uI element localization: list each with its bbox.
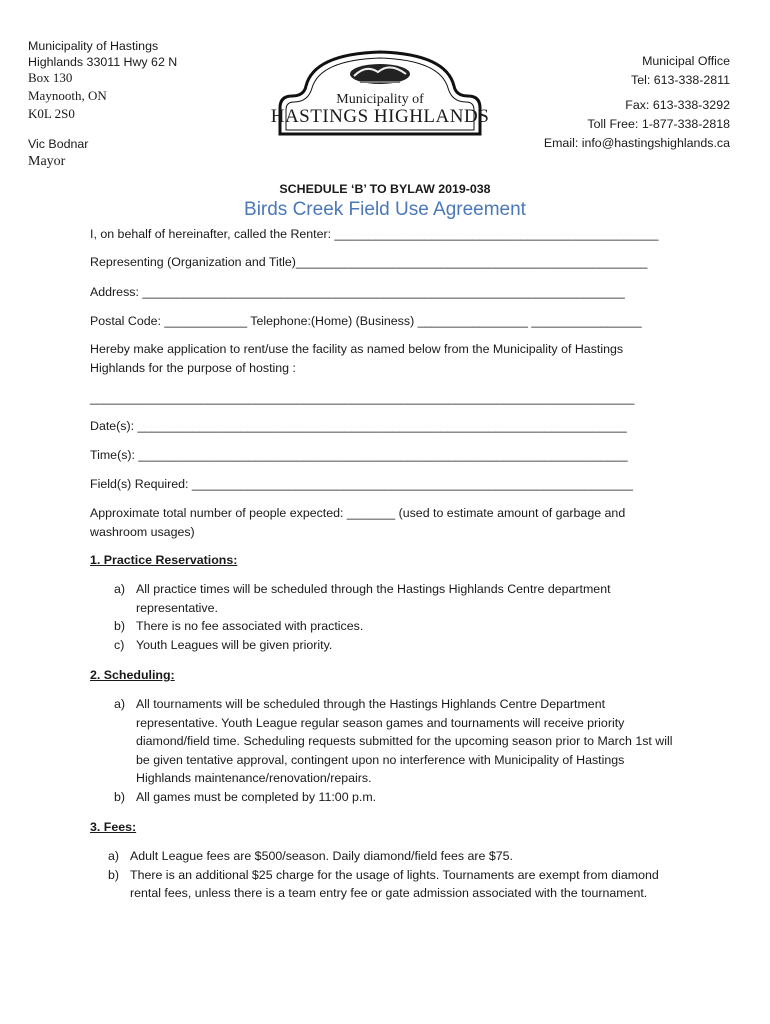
list-item — [114, 580, 654, 617]
postal-phone-field[interactable]: Postal Code: ____________ Telephone:(Home) (Business) ________________ ________________ — [90, 314, 642, 328]
contact-block — [544, 52, 730, 153]
sender-address-block — [28, 38, 177, 122]
fees-list — [108, 847, 683, 903]
document-title: Birds Creek Field Use Agreement — [244, 199, 526, 220]
list-item — [114, 617, 654, 636]
list-item — [108, 847, 683, 866]
list-marker: b) — [108, 867, 120, 882]
representing-field[interactable]: Representing (Organization and Title)___________________________________________________ — [90, 255, 648, 269]
list-marker: b) — [114, 789, 126, 804]
list-item-text: Adult League fees are $500/season. Daily diamond/field fees are $75. — [130, 849, 513, 863]
list-item-text: There is an additional $25 charge for the usage of lights. Tournaments are exempt from diamond rental fees, unless there is a team entry fee or gate admission associated with the tournament. — [130, 867, 659, 900]
municipality-logo — [270, 48, 490, 142]
list-item-text: There is no fee associated with practices. — [136, 619, 364, 633]
list-marker: c) — [114, 637, 125, 652]
list-marker: b) — [114, 619, 126, 633]
mayor-name: Vic Bodnar — [28, 137, 89, 151]
dates-field[interactable]: Date(s): _______________________________________________________________________ — [90, 419, 627, 433]
list-item-text: All games must be completed by 11:00 p.m. — [136, 789, 377, 804]
address-line-5: K0L 2S0 — [28, 106, 75, 121]
address-line-3: Box 130 — [28, 70, 73, 85]
office-tel: Tel: 613-338-2811 — [631, 73, 730, 87]
office-email: Email: info@hastingshighlands.ca — [543, 136, 730, 150]
list-item — [114, 636, 654, 655]
scheduling-list — [114, 695, 680, 806]
mayor-title: Mayor — [28, 154, 66, 169]
list-item-text: All tournaments will be scheduled through the Hastings Highlands Centre Department representative. Youth League regular season games and tournaments will receive priority diamond/field time. Scheduling requests submitted for the upcoming season prior to March 1st will be given tentative approval, contingent upon no interference with Municipality of Hastings Highlands maintenance/renovation/repairs. — [136, 697, 673, 785]
address-line-1: Municipality of Hastings — [28, 39, 159, 53]
list-item — [108, 866, 683, 903]
application-statement: Hereby make application to rent/use the facility as named below from the Municipality of Hastings Highlands for the purpose of hosting : — [90, 342, 624, 375]
times-field[interactable]: Time(s): _______________________________________________________________________ — [90, 448, 628, 462]
list-item — [114, 695, 680, 788]
purpose-field[interactable]: _______________________________________________________________________________ — [90, 391, 635, 405]
logo-top-text: Municipality of — [336, 92, 424, 107]
schedule-title: SCHEDULE ‘B’ TO BYLAW 2019-038 — [279, 182, 491, 196]
section-heading-fees: 3. Fees: — [90, 820, 137, 834]
list-item — [114, 788, 680, 807]
practice-list — [114, 580, 654, 654]
address-line-4: Maynooth, ON — [28, 88, 107, 103]
address-field[interactable]: Address: ______________________________________________________________________ — [90, 285, 625, 299]
list-marker: a) — [114, 697, 126, 711]
address-line-2: Highlands 33011 Hwy 62 N — [28, 55, 178, 69]
list-marker: a) — [108, 849, 120, 863]
office-fax: Fax: 613-338-3292 — [625, 98, 730, 112]
fields-required-field[interactable]: Field(s) Required: ________________________________________________________________ — [90, 477, 633, 491]
list-item-text: Youth Leagues will be given priority. — [136, 637, 333, 652]
list-item-text: All practice times will be scheduled through the Hastings Highlands Centre department representative. — [136, 582, 611, 615]
section-heading-practice: 1. Practice Reservations: — [90, 553, 238, 567]
section-heading-scheduling: 2. Scheduling: — [90, 668, 175, 682]
office-tollfree: Toll Free: 1-877-338-2818 — [587, 117, 730, 131]
renter-field[interactable]: I, on behalf of hereinafter, called the Renter: _______________________________________________ — [90, 227, 659, 241]
people-expected-field[interactable]: Approximate total number of people expected: _______ (used to estimate amount of garbage and washroom usages) — [90, 506, 626, 539]
list-marker: a) — [114, 582, 126, 596]
logo-main-text: HASTINGS HIGHLANDS — [270, 106, 490, 127]
office-label: Municipal Office — [642, 54, 730, 68]
